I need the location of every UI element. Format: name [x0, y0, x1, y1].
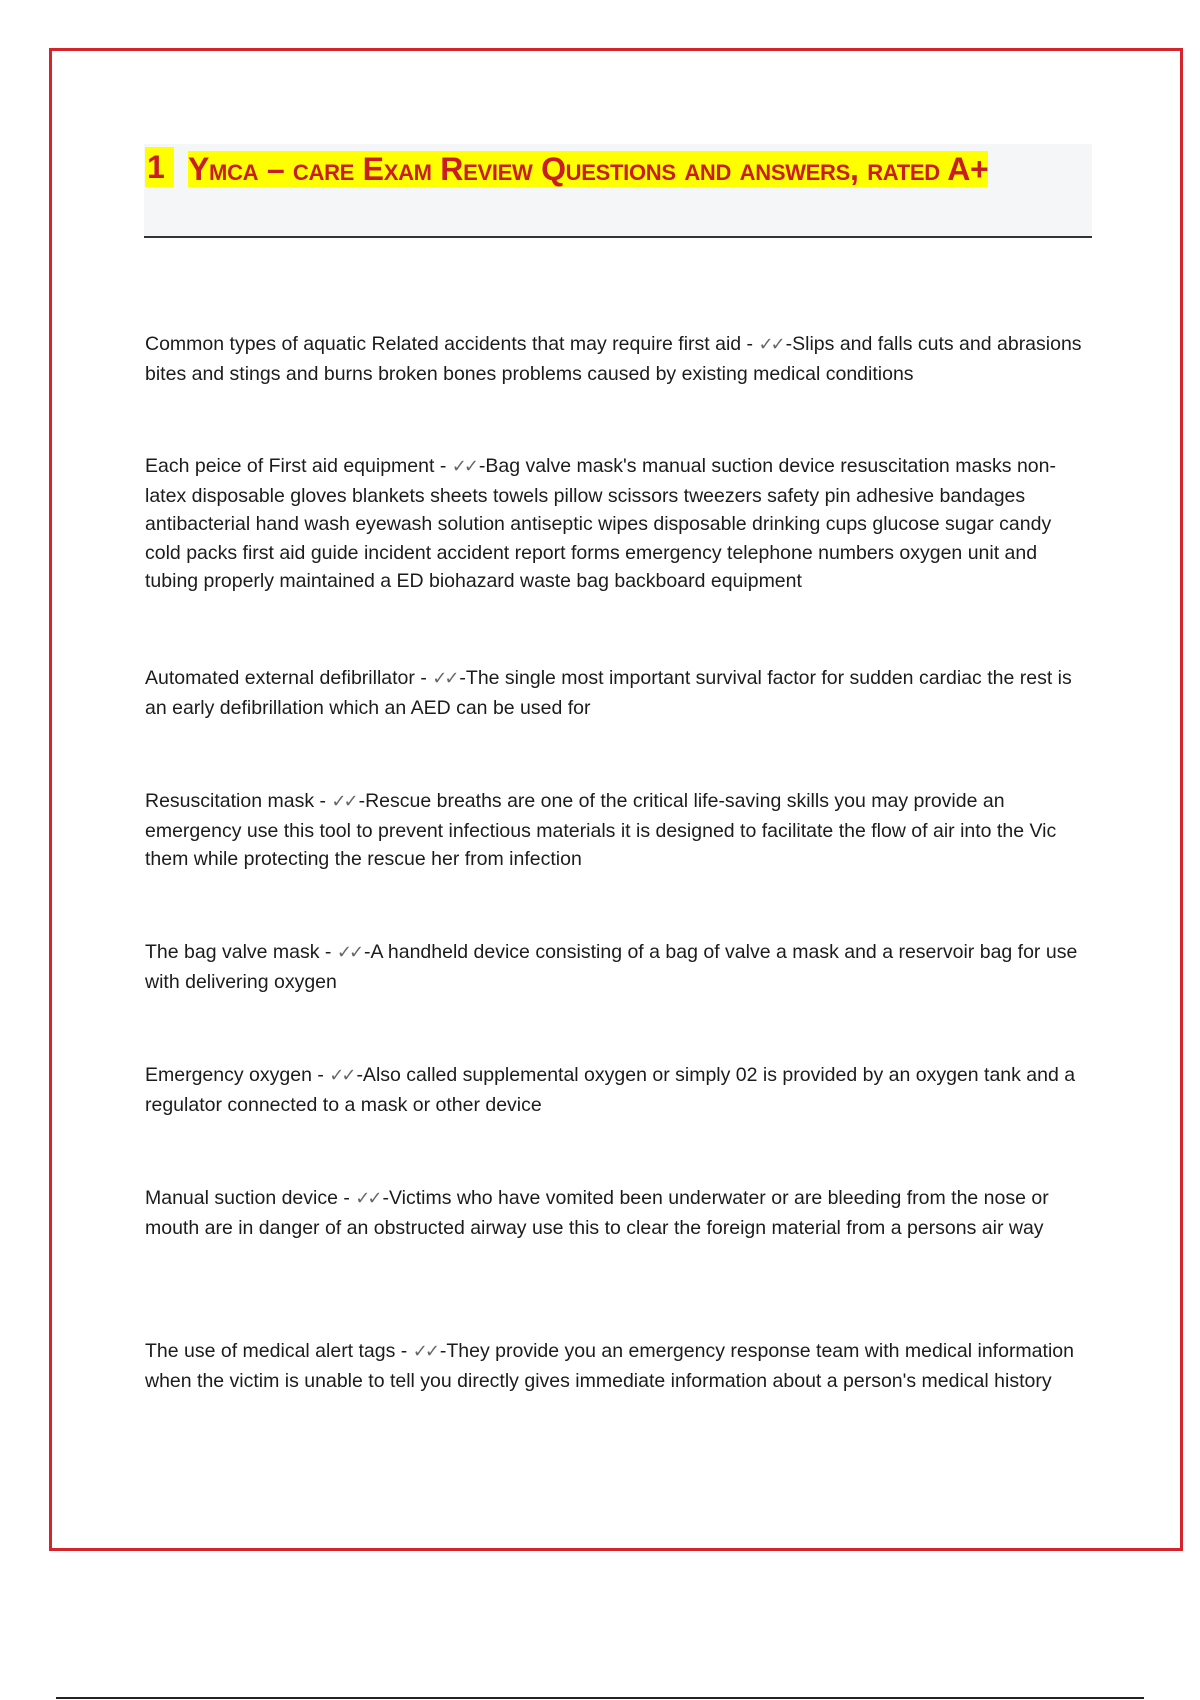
qa-entry: [145, 1184, 1090, 1242]
qa-term: The bag valve mask: [145, 941, 320, 963]
qa-entry: [145, 664, 1090, 722]
qa-term: Automated external defibrillator: [145, 667, 415, 689]
qa-definition: -Bag valve mask's manual suction device resuscitation masks non-latex disposable gloves blankets sheets towels pillow scissors tweezers safety pin adhesive bandages antibacterial hand wash eyewash solution antiseptic wipes disposable drinking cups glucose sugar candy cold packs first aid guide incident accident report forms emergency telephone numbers oxygen unit and tubing properly maintained a ED biohazard waste bag backboard equipment: [145, 455, 1056, 592]
qa-separator: -: [395, 1340, 413, 1362]
qa-separator: -: [434, 455, 452, 477]
qa-definition: -Victims who have vomited been underwater or are bleeding from the nose or mouth are in danger of an obstructed airway use this to clear the foreign material from a persons air way: [145, 1187, 1049, 1239]
qa-term: Resuscitation mask: [145, 790, 315, 812]
page-title: [188, 147, 1068, 192]
qa-definition: -They provide you an emergency response team with medical information when the victim is unable to tell you directly gives immediate information about a person's medical history: [145, 1340, 1074, 1392]
qa-separator: -: [414, 667, 433, 689]
qa-definition: -Rescue breaths are one of the critical life-saving skills you may provide an emergency use this tool to prevent infectious materials it is designed to facilitate the flow of air into the Vic them while protecting the rescue her from infection: [145, 790, 1057, 870]
qa-term: Manual suction device: [145, 1187, 338, 1209]
qa-term: Each peice of First aid equipment: [145, 455, 435, 477]
double-check-icon: ✓✓: [329, 1065, 354, 1086]
qa-separator: -: [741, 333, 759, 355]
heading-block: [144, 144, 1092, 238]
double-check-icon: ✓✓: [758, 334, 783, 355]
qa-definition: -Also called supplemental oxygen or simply 02 is provided by an oxygen tank and a regulator connected to a mask or other device: [145, 1064, 1076, 1116]
footer-rule: [56, 1697, 1144, 1699]
qa-entry: [145, 1061, 1090, 1119]
qa-entry: [145, 938, 1090, 996]
double-check-icon: ✓✓: [331, 791, 356, 812]
qa-entry: [145, 1337, 1090, 1395]
qa-term: The use of medical alert tags: [145, 1340, 396, 1362]
qa-separator: -: [314, 790, 332, 812]
qa-entry: [145, 452, 1090, 596]
double-check-icon: ✓✓: [432, 668, 457, 689]
qa-separator: -: [319, 941, 337, 963]
double-check-icon: ✓✓: [451, 456, 476, 477]
double-check-icon: ✓✓: [336, 942, 362, 963]
qa-definition: -The single most important survival factor for sudden cardiac the rest is an early defibrillation which an AED can be used for: [145, 667, 1072, 719]
qa-definition: -Slips and falls cuts and abrasions bites and stings and burns broken bones problems caused by existing medical conditions: [145, 333, 1082, 385]
heading-number: 1: [145, 147, 174, 187]
qa-term: Emergency oxygen: [145, 1064, 312, 1086]
qa-entry: [145, 787, 1090, 874]
qa-separator: -: [311, 1064, 330, 1086]
double-check-icon: ✓✓: [412, 1341, 437, 1362]
double-check-icon: ✓✓: [355, 1188, 380, 1209]
qa-term: Common types of aquatic Related accidents that may require first aid: [145, 333, 742, 355]
qa-separator: -: [337, 1187, 356, 1209]
qa-definition: -A handheld device consisting of a bag of valve a mask and a reservoir bag for use with delivering oxygen: [145, 941, 1078, 993]
page-title-text: Ymca – care Exam Review Questions and answers, rated A+: [188, 151, 989, 187]
qa-entry: [145, 330, 1090, 388]
